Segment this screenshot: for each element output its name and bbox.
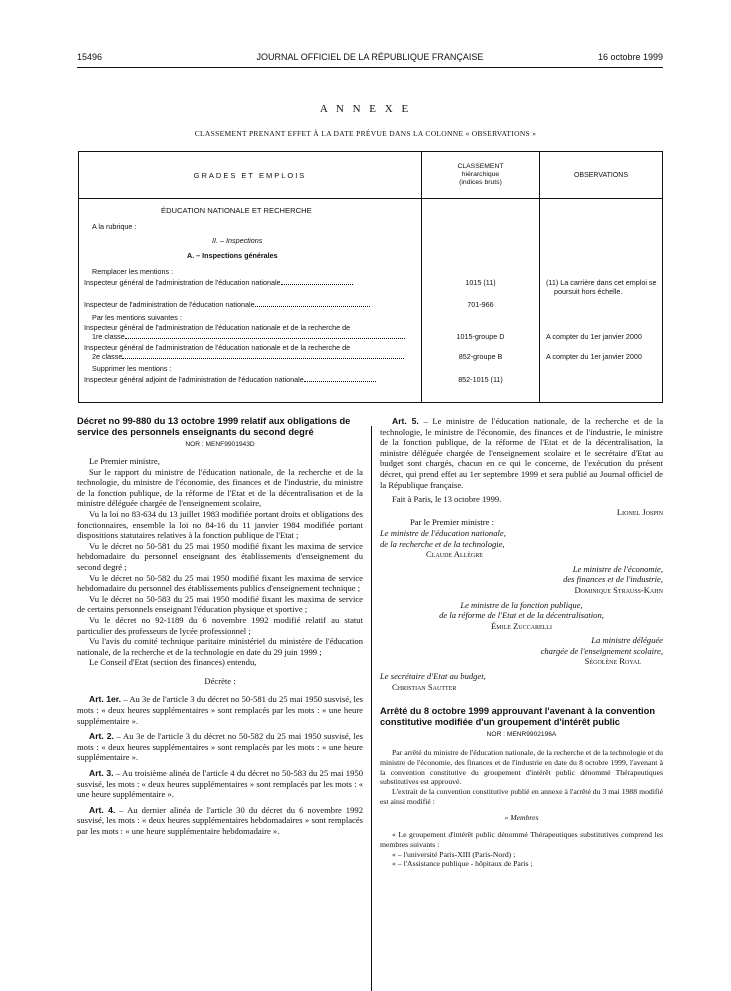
article-4: Art. 4. – Au dernier alinéa de l'article 30 du décret du 6 novembre 1992 susvisé, les mots : « deux heures supplémentaires hebdomadaires » sont remplacés par les mots : « une heure supplémentaire hebdomadaire ».: [77, 804, 363, 836]
list-item: « – l'Assistance publique - hôpitaux de Paris ;: [392, 859, 533, 869]
sub-heading-generales: A. – Inspections générales: [187, 251, 278, 260]
row-1-obs-a: (11) La carrière dans cet emploi se: [546, 278, 657, 287]
classement-cell: [422, 199, 539, 402]
decret-para: Le Premier ministre,: [89, 456, 160, 466]
row-1-obs-b: poursuit hors échelle.: [554, 287, 623, 296]
row-5: Inspecteur général adjoint de l'administration de l'éducation nationale: [84, 376, 376, 384]
decrete: Décrète :: [204, 675, 236, 686]
decret-para: Vu l'avis du comité technique paritaire ministériel du ministère de l'éducation nationale, de la recherche et de la technologie en date du 29 juin 1999 ;: [77, 636, 363, 657]
article-3: Art. 3. – Au troisième alinéa de l'article 4 du décret no 50-583 du 25 mai 1950 susvisé, les mots : « deux heures supplémentaires » sont remplacés par les mots : « une heure supplémentaire ».: [77, 768, 363, 800]
signature-m5-title: Le secrétaire d'Etat au budget,: [380, 671, 486, 682]
page-header: [77, 52, 663, 66]
fait-a-paris: Fait à Paris, le 13 octobre 1999.: [392, 494, 502, 505]
decret-para: Vu le décret no 50-581 du 25 mai 1950 modifié fixant les maxima de service hebdomadaire du personnel enseignant des établissements d'enseignement du second degré ;: [77, 540, 363, 572]
par-le-premier-ministre: Par le Premier ministre :: [410, 517, 495, 528]
col-header-grades: GRADES ET EMPLOIS: [79, 152, 422, 199]
signature-m5-name: Christian Sautter: [392, 681, 457, 692]
row-3b: 1re classe: [92, 333, 405, 341]
list-item: « – l'université Paris-XIII (Paris-Nord) ;: [392, 849, 516, 859]
article-5: Art. 5. – Le ministre de l'éducation nationale, de la recherche et de la technologie, le ministre de l'économie, des finances et de l'industrie, le ministre de la fonction publique, de la réforme de l'Etat et de la décentralisation, la ministre déléguée chargée de l'enseignement scolaire et le secrétaire d'Etat au budget sont chargés, chacun en ce qui le concerne, de l'exécution du présent décret, qui prend effet au 1er septembre 1999 et sera publié au Journal officiel de la République française.: [380, 416, 664, 490]
arrete-title: Arrêté du 8 octobre 1999 approuvant l'avenant à la convention constitutive modifiée d'un groupement d'intérêt public: [380, 706, 655, 727]
signature-m2-name: Dominique Strauss-Kahn: [574, 584, 663, 595]
row-5-classement: 852-1015 (11): [458, 375, 503, 384]
arrete-para: Par arrêté du ministre de l'éducation nationale, de la recherche et de la technologie et du ministre de l'économie, des finances et de l'industrie en date du 8 octobre 1999, l'avenant à la convention constitutive du groupement d'intérêt public dénommé Thérapeutiques substitutives est approuvé.: [380, 748, 663, 787]
sub-heading-inspections: II. – Inspections: [212, 236, 263, 245]
par-label: Par les mentions suivantes :: [92, 313, 182, 322]
signature-m1-name: Claude Allègre: [426, 549, 483, 560]
decret-title: Décret no 99-880 du 13 octobre 1999 relatif aux obligations de service des personnels enseignants du second degré: [77, 416, 351, 437]
row-3-obs: A compter du 1er janvier 2000: [546, 332, 642, 341]
issue-date: 16 octobre 1999: [597, 52, 663, 62]
row-4a: Inspecteur général de l'administration de l'éducation nationale et de la recherche de: [84, 343, 351, 352]
supprimer-label: Supprimer les mentions :: [92, 364, 172, 373]
signature-m4-title: La ministre déléguée chargée de l'enseignement scolaire,: [540, 635, 663, 656]
page-number: 15496: [77, 52, 103, 62]
rubrique: A la rubrique :: [92, 222, 137, 231]
decret-para: Vu le décret no 92-1189 du 6 novembre 1992 modifié relatif au statut particulier des professeurs de lycée professionnel ;: [77, 614, 363, 636]
signature-m1-title: Le ministre de l'éducation nationale, de la recherche et de la technologie,: [380, 527, 506, 549]
decret-para: Sur le rapport du ministre de l'éducation nationale, de la recherche et de la technologie, du ministre de l'économie, des finances et de l'industrie, du ministre de la fonction publique, de la réforme de l'Etat et de la décentralisation et de la ministre déléguée chargée de l'enseignement scolaire,: [77, 466, 363, 509]
observations-cell: [540, 199, 662, 402]
article-1: Art. 1er. – Au 3e de l'article 3 du décret no 50-581 du 25 mai 1950 susvisé, les mots : « deux heures supplémentaires » sont remplacés par les mots : « une heure supplémentaire ».: [77, 694, 363, 726]
row-4-classement: 852-groupe B: [458, 352, 503, 361]
membres-heading: « Membres: [504, 813, 539, 823]
signature-pm: Lionel Jospin: [616, 506, 663, 517]
section-title: ÉDUCATION NATIONALE ET RECHERCHE: [161, 206, 312, 215]
signature-m2-title: Le ministre de l'économie, des finances et de l'industrie,: [563, 563, 663, 585]
decret-para: Vu le décret no 50-583 du 25 mai 1950 modifié fixant les maxima de service de certains personnels enseignant l'éducation physique et sportive ;: [77, 593, 363, 615]
decret-para: Le Conseil d'Etat (section des finances) entendu,: [89, 657, 257, 668]
remplacer-label: Remplacer les mentions :: [92, 267, 174, 276]
decret-para: Vu la loi no 83-634 du 13 juillet 1983 modifiée portant droits et obligations des fonctionnaires, ensemble la loi no 84-16 du 11 janvier 1984 modifiée portant dispositions statutaires relatives à la fonction publique de l'Etat ;: [77, 508, 363, 541]
row-1-classement: 1015 (11): [465, 278, 496, 287]
column-divider: [371, 426, 372, 991]
row-4b: 2e classe: [92, 353, 404, 361]
row-3a: Inspecteur général de l'administration de l'éducation nationale et de la recherche de: [84, 323, 351, 332]
row-4-obs: A compter du 1er janvier 2000: [546, 352, 642, 361]
right-column: [380, 416, 663, 869]
journal-title: JOURNAL OFFICIEL DE LA RÉPUBLIQUE FRANÇAISE: [256, 52, 484, 62]
row-2: Inspecteur de l'administration de l'éducation nationale: [84, 301, 370, 309]
arrete-para: L'extrait de la convention constitutive publié en annexe à l'arrêté du 3 mai 1988 modifié est ainsi modifié :: [380, 787, 663, 806]
arrete-nor: NOR : MENR9902196A: [486, 731, 557, 739]
grades-cell: [79, 199, 421, 402]
annexe-subtitle: CLASSEMENT PRENANT EFFET À LA DATE PRÉVUE DANS LA COLONNE « OBSERVATIONS »: [194, 129, 537, 138]
article-2: Art. 2. – Au 3e de l'article 3 du décret no 50-582 du 25 mai 1950 susvisé, les mots : « deux heures supplémentaires » sont remplacés par les mots : « une heure supplémentaire ».: [77, 731, 363, 763]
signature-m3-name: Émile Zuccarelli: [491, 620, 552, 631]
annexe-title: A N N E X E: [319, 103, 412, 115]
decret-para: Vu le décret no 50-582 du 25 mai 1950 modifié fixant les maxima de service hebdomadaire du personnel des établissements publics d'enseignement technique ;: [77, 572, 363, 594]
signature-m3-title: Le ministre de la fonction publique, de la réforme de l'Etat et de la décentralisation,: [439, 599, 604, 621]
signature-m4-name: Ségolène Royal: [584, 656, 641, 667]
row-2-classement: 701-966: [467, 300, 494, 309]
col-header-classement: CLASSEMENT hiérarchique (indices bruts): [422, 152, 540, 199]
row-1: Inspecteur général de l'administration de l'éducation nationale: [84, 279, 353, 287]
left-column: [77, 416, 363, 837]
header-rule: [77, 67, 663, 68]
row-3-classement: 1015-groupe D: [456, 332, 505, 341]
arrete-para: « Le groupement d'intérêt public dénommé Thérapeutiques substitutives comprend les membres suivants :: [380, 830, 663, 849]
col-header-observations: OBSERVATIONS: [540, 152, 663, 199]
classement-table: [78, 151, 663, 403]
decret-nor: NOR : MENF9901943D: [185, 441, 255, 448]
